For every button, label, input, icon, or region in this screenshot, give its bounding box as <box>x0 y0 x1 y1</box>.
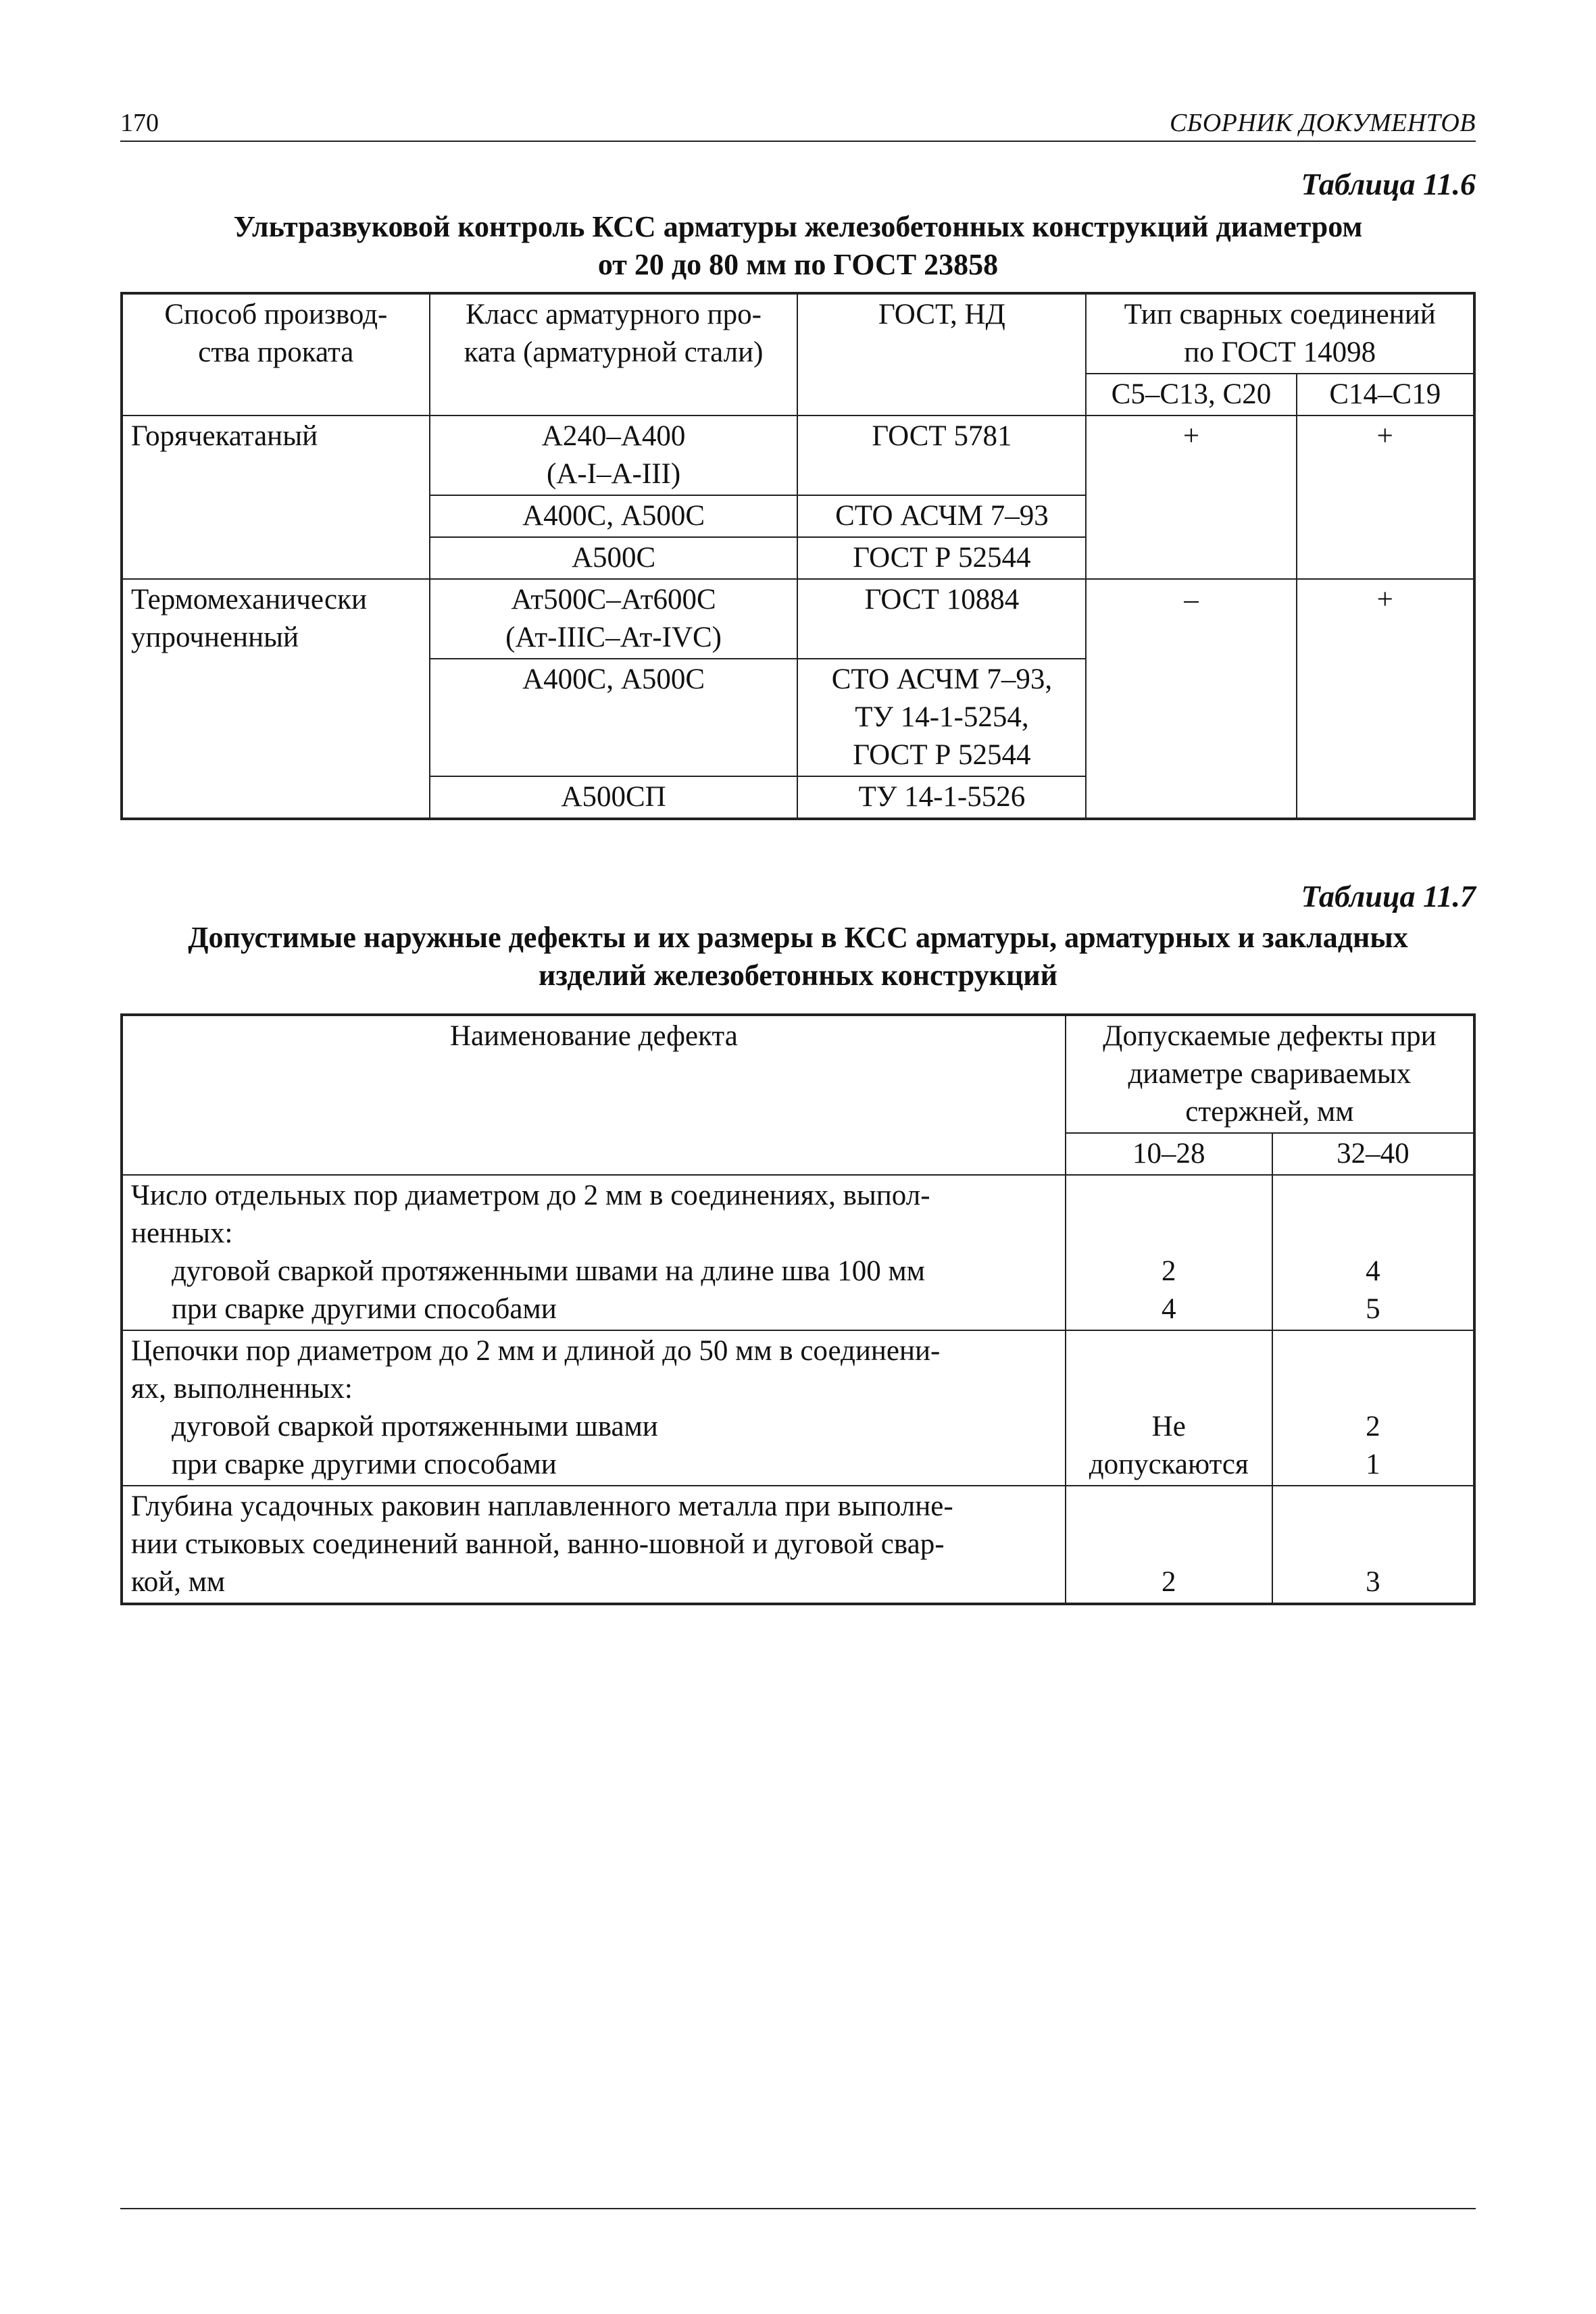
value-sub2: 5 <box>1366 1293 1380 1325</box>
header-class <box>430 293 798 416</box>
value-sub2: 1 <box>1366 1449 1380 1480</box>
header-class-line1: Класс арматурного про- <box>466 299 762 330</box>
table-row <box>122 1330 1474 1486</box>
defect-sub1: дуговой сваркой протяженными швами на длине шва 100 мм <box>172 1255 925 1287</box>
method-cell <box>122 579 430 819</box>
table-header-row <box>122 1015 1474 1133</box>
defect-line1: Цепочки пор диаметром до 2 мм и длиной до 50 мм в соединени- <box>131 1335 941 1367</box>
header-diameter-1: 10–28 <box>1066 1133 1272 1175</box>
header-allowed-line1: Допускаемые дефекты при <box>1103 1020 1437 1052</box>
gost-line3: ГОСТ Р 52544 <box>853 739 1031 771</box>
header-diameter-2: 32–40 <box>1272 1133 1474 1175</box>
method-cell: Горячекатаный <box>122 416 430 579</box>
class-cell <box>430 416 798 495</box>
header-rule <box>120 141 1476 142</box>
table-11-6-title <box>120 208 1476 284</box>
method-line2: упрочненный <box>131 622 299 653</box>
value-sub1: Не <box>1151 1411 1186 1442</box>
gost-cell: ТУ 14-1-5526 <box>797 776 1086 819</box>
value-sub2: допускаются <box>1089 1449 1249 1480</box>
defect-sub2: при сварке другими способами <box>172 1449 557 1480</box>
value-cell-2: 3 <box>1272 1486 1474 1604</box>
gost-cell: ГОСТ 10884 <box>797 579 1086 659</box>
running-head: СБОРНИК ДОКУМЕНТОВ <box>1169 109 1476 137</box>
footer-rule <box>120 2208 1476 2209</box>
header-gost: ГОСТ, НД <box>797 293 1086 416</box>
value-cell-1 <box>1066 1330 1272 1486</box>
table-row <box>122 1486 1474 1604</box>
defect-line1: Глубина усадочных раковин наплавленного металла при выполне- <box>131 1490 953 1522</box>
class-cell: А400С, А500С <box>430 495 798 537</box>
class-cell: А400С, А500С <box>430 659 798 776</box>
defect-cell <box>122 1486 1066 1604</box>
value-sub2: 4 <box>1161 1293 1176 1325</box>
defect-sub2: при сварке другими способами <box>172 1293 557 1325</box>
class-cell: А500СП <box>430 776 798 819</box>
header-defect: Наименование дефекта <box>122 1015 1066 1175</box>
value-cell-2 <box>1272 1175 1474 1330</box>
table-11-6-title-line1: Ультразвуковой контроль КСС арматуры железобетонных конструкций диаметром <box>233 210 1363 243</box>
class-cell: А500С <box>430 537 798 579</box>
header-method-line2: ства проката <box>198 336 354 368</box>
table-11-7 <box>120 1013 1476 1605</box>
header-allowed-line3: стержней, мм <box>1185 1096 1354 1128</box>
table-row <box>122 579 1474 659</box>
value-sub1: 2 <box>1161 1255 1176 1287</box>
header-allowed <box>1066 1015 1474 1133</box>
defect-line2: нии стыковых соединений ванной, ванно-шовной и дуговой свар- <box>131 1528 945 1560</box>
header-weld-type <box>1086 293 1474 374</box>
defect-cell <box>122 1330 1066 1486</box>
gost-cell: СТО АСЧМ 7–93 <box>797 495 1086 537</box>
class-line2: (Ат-IIIC–Ат-IVC) <box>505 622 722 653</box>
header-class-line2: ката (арматурной стали) <box>464 336 764 368</box>
table-11-6-title-line2: от 20 до 80 мм по ГОСТ 23858 <box>597 248 999 281</box>
table-11-7-title-line2: изделий железобетонных конструкций <box>538 959 1058 992</box>
defect-line2: ненных: <box>131 1217 233 1249</box>
class-line2: (А-I–А-III) <box>546 458 681 490</box>
header-method <box>122 293 430 416</box>
weld-b-cell: + <box>1297 579 1474 819</box>
header-method-line1: Способ производ- <box>164 299 388 330</box>
header-weld-line1: Тип сварных соединений <box>1124 299 1436 330</box>
header-weld-line2: по ГОСТ 14098 <box>1184 336 1376 368</box>
table-11-6-label: Таблица 11.6 <box>1301 167 1476 201</box>
gost-cell: ГОСТ 5781 <box>797 416 1086 495</box>
defect-cell <box>122 1175 1066 1330</box>
header-allowed-line2: диаметре свариваемых <box>1128 1058 1412 1090</box>
gost-line2: ТУ 14-1-5254, <box>855 701 1029 733</box>
class-cell <box>430 579 798 659</box>
weld-a-cell: – <box>1086 579 1296 819</box>
defect-line3: кой, мм <box>131 1566 226 1598</box>
defect-line2: ях, выполненных: <box>131 1373 353 1405</box>
value-cell-2 <box>1272 1330 1474 1486</box>
table-header-row <box>122 293 1474 374</box>
header-sub-a: С5–С13, С20 <box>1086 374 1296 416</box>
value-cell-1: 2 <box>1066 1486 1272 1604</box>
table-11-7-title <box>120 919 1476 995</box>
table-row <box>122 416 1474 495</box>
defect-sub1: дуговой сваркой протяженными швами <box>172 1411 658 1442</box>
class-line1: А240–А400 <box>541 420 686 452</box>
header-sub-b: С14–С19 <box>1297 374 1474 416</box>
page-number: 170 <box>120 109 159 137</box>
table-row <box>122 1175 1474 1330</box>
table-11-7-title-line1: Допустимые наружные дефекты и их размеры в КСС арматуры, арматурных и закладных <box>188 921 1408 954</box>
value-cell-1 <box>1066 1175 1272 1330</box>
gost-cell <box>797 659 1086 776</box>
method-line1: Термомеханически <box>131 584 367 615</box>
weld-a-cell: + <box>1086 416 1296 579</box>
table-11-7-label: Таблица 11.7 <box>1301 879 1476 913</box>
class-line1: Ат500С–Ат600С <box>511 584 716 615</box>
value-sub1: 2 <box>1366 1411 1380 1442</box>
defect-line1: Число отдельных пор диаметром до 2 мм в соединениях, выпол- <box>131 1180 930 1211</box>
table-11-6 <box>120 292 1476 820</box>
weld-b-cell: + <box>1297 416 1474 579</box>
gost-line1: СТО АСЧМ 7–93, <box>831 663 1053 695</box>
gost-cell: ГОСТ Р 52544 <box>797 537 1086 579</box>
value-sub1: 4 <box>1366 1255 1380 1287</box>
